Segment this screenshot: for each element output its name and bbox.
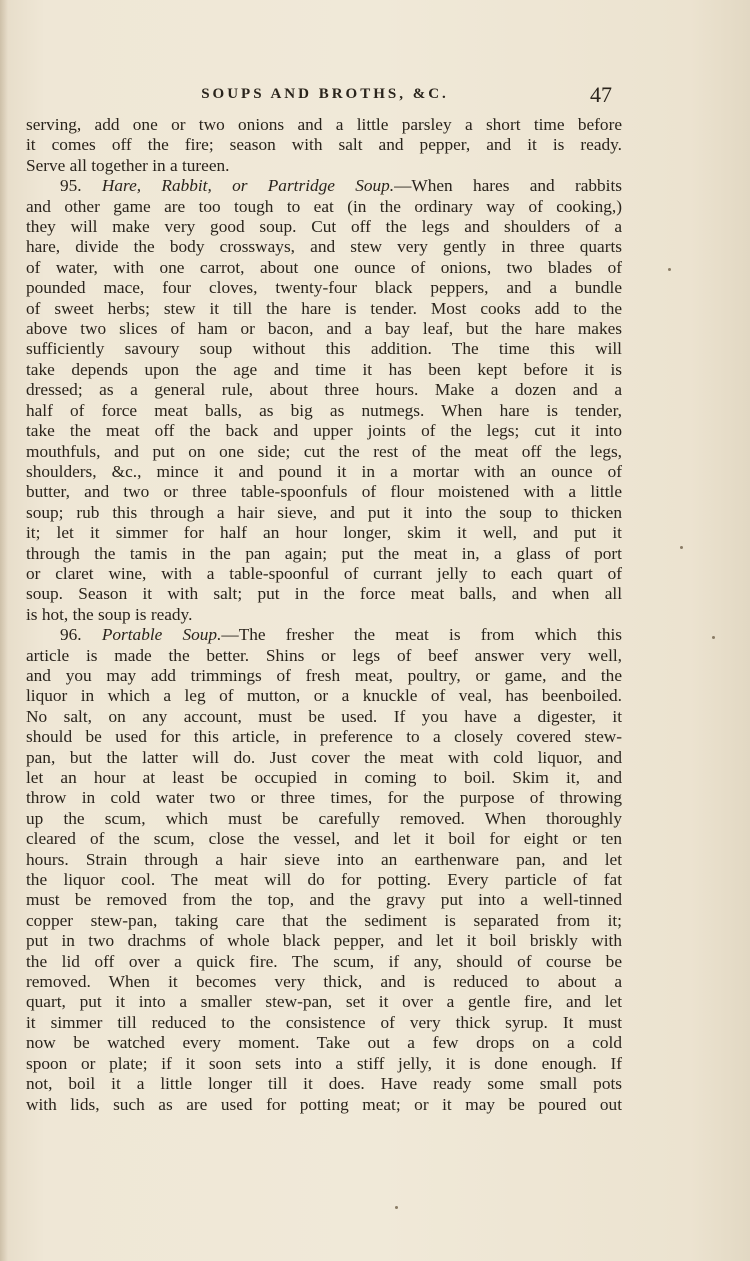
text-line: let an hour at least be occupied in coming to boil. Skim it, and	[26, 768, 622, 787]
text-line: removed. When it becomes very thick, and is reduced to about a	[26, 972, 622, 992]
text-line: take depends upon the age and time it has been kept before it is	[26, 359, 622, 379]
text-line: soup; rub this through a hair sieve, and put it into the soup to thicken	[26, 502, 622, 522]
text-line: article is made the better. Shins or legs of beef answer very well,	[26, 645, 622, 665]
text-line: quart, put it into a smaller stew-pan, set it over a gentle fire, and let	[26, 992, 622, 1012]
text-line: of water, with one carrot, about one ounce of onions, two blades of	[26, 257, 622, 277]
section-lead-text: —When hares and rabbits	[394, 176, 622, 196]
page-number: 47	[590, 82, 612, 107]
text-line: it comes off the fire; season with salt and pepper, and it is ready.	[26, 135, 622, 155]
text-line: of sweet herbs; stew it till the hare is tender. Most cooks add to the	[26, 298, 622, 318]
text-line: No salt, on any account, must be used. If you have a digester, it	[26, 706, 622, 726]
text-line: above two slices of ham or bacon, and a bay leaf, but the hare makes	[26, 319, 622, 339]
text-line: with lids, such as are used for potting meat; or it may be poured out	[26, 1094, 622, 1114]
section-number: 96.	[60, 625, 82, 645]
section-95-first-line	[26, 176, 622, 196]
text-line: soup. Season it with salt; put in the force meat balls, and when all	[26, 584, 622, 604]
section-lead-text: —The fresher the meat is from which this	[221, 625, 622, 645]
text-line: through the tamis in the pan again; put the meat in, a glass of port	[26, 543, 622, 563]
body-text	[26, 115, 622, 1115]
page-gutter-shadow	[0, 0, 8, 1261]
text-line: or claret wine, with a table-spoonful of currant jelly to each quart of	[26, 563, 622, 583]
text-line: is hot, the soup is ready.	[26, 604, 193, 624]
text-line: spoon or plate; if it soon sets into a stiff jelly, it is done enough. If	[26, 1053, 622, 1073]
text-line: put in two drachms of whole black pepper, and let it boil briskly with	[26, 931, 622, 951]
paper-speck	[668, 268, 671, 271]
paper-speck	[712, 636, 715, 639]
text-line: copper stew-pan, taking care that the sediment is separated from it;	[26, 910, 622, 930]
text-line: it; let it simmer for half an hour longer, skim it well, and put it	[26, 523, 622, 543]
text-line: must be removed from the top, and the gravy put into a well-tinned	[26, 890, 622, 910]
text-line: should be used for this article, in preference to a closely covered stew-	[26, 727, 622, 747]
text-line: they will make very good soup. Cut off the legs and shoulders of a	[26, 217, 622, 237]
running-title: SOUPS AND BROTHS, &C.	[201, 86, 449, 102]
text-line: pounded mace, four cloves, twenty-four black peppers, and a bundle	[26, 278, 622, 298]
text-line: up the scum, which must be carefully removed. When thoroughly	[26, 808, 622, 828]
text-line: and you may add trimmings of fresh meat, poultry, or game, and the	[26, 665, 622, 685]
text-line: the liquor cool. The meat will do for potting. Every particle of fat	[26, 870, 622, 890]
text-line: Serve all together in a tureen.	[26, 155, 230, 175]
text-line: serving, add one or two onions and a little parsley a short time before	[26, 115, 622, 134]
section-heading: Hare, Rabbit, or Partridge Soup.	[101, 176, 395, 196]
paper-speck	[680, 546, 683, 549]
text-line: and other game are too tough to eat (in the ordinary way of cooking,)	[26, 196, 622, 216]
text-line: cleared of the scum, close the vessel, and let it boil for eight or ten	[26, 829, 622, 849]
text-line: half of force meat balls, as big as nutmegs. When hare is tender,	[26, 400, 622, 420]
text-line: the lid off over a quick fire. The scum, if any, should of course be	[26, 951, 622, 971]
text-line: pan, but the latter will do. Just cover the meat with cold liquor, and	[26, 747, 622, 767]
text-line: now be watched every moment. Take out a few drops on a cold	[26, 1033, 622, 1053]
text-line: take the meat off the back and upper joints of the legs; cut it into	[26, 421, 622, 441]
section-heading: Portable Soup.	[101, 625, 222, 645]
section-96-first-line	[26, 625, 622, 645]
text-line: liquor in which a leg of mutton, or a knuckle of veal, has beenboiled.	[26, 686, 622, 706]
section-number: 95.	[60, 176, 82, 196]
text-line: throw in cold water two or three times, for the purpose of throwing	[26, 788, 622, 808]
text-line: hare, divide the body crossways, and stew very gently in three quarts	[26, 237, 622, 257]
text-line: hours. Strain through a hair sieve into an earthenware pan, and let	[26, 849, 622, 869]
text-line: sufficiently savoury soup without this addition. The time this will	[26, 339, 622, 359]
text-line: butter, and two or three table-spoonfuls of flour moistened with a little	[26, 482, 622, 502]
text-line: not, boil it a little longer till it does. Have ready some small pots	[26, 1074, 622, 1094]
text-line: mouthfuls, and put on one side; cut the rest of the meat off the legs,	[26, 441, 622, 461]
text-line: shoulders, &c., mince it and pound it in a mortar with an ounce of	[26, 461, 622, 481]
text-line: it simmer till reduced to the consistence of very thick syrup. It must	[26, 1012, 622, 1032]
text-line: dressed; as a general rule, about three hours. Make a dozen and a	[26, 380, 622, 400]
paper-speck	[395, 1206, 398, 1209]
